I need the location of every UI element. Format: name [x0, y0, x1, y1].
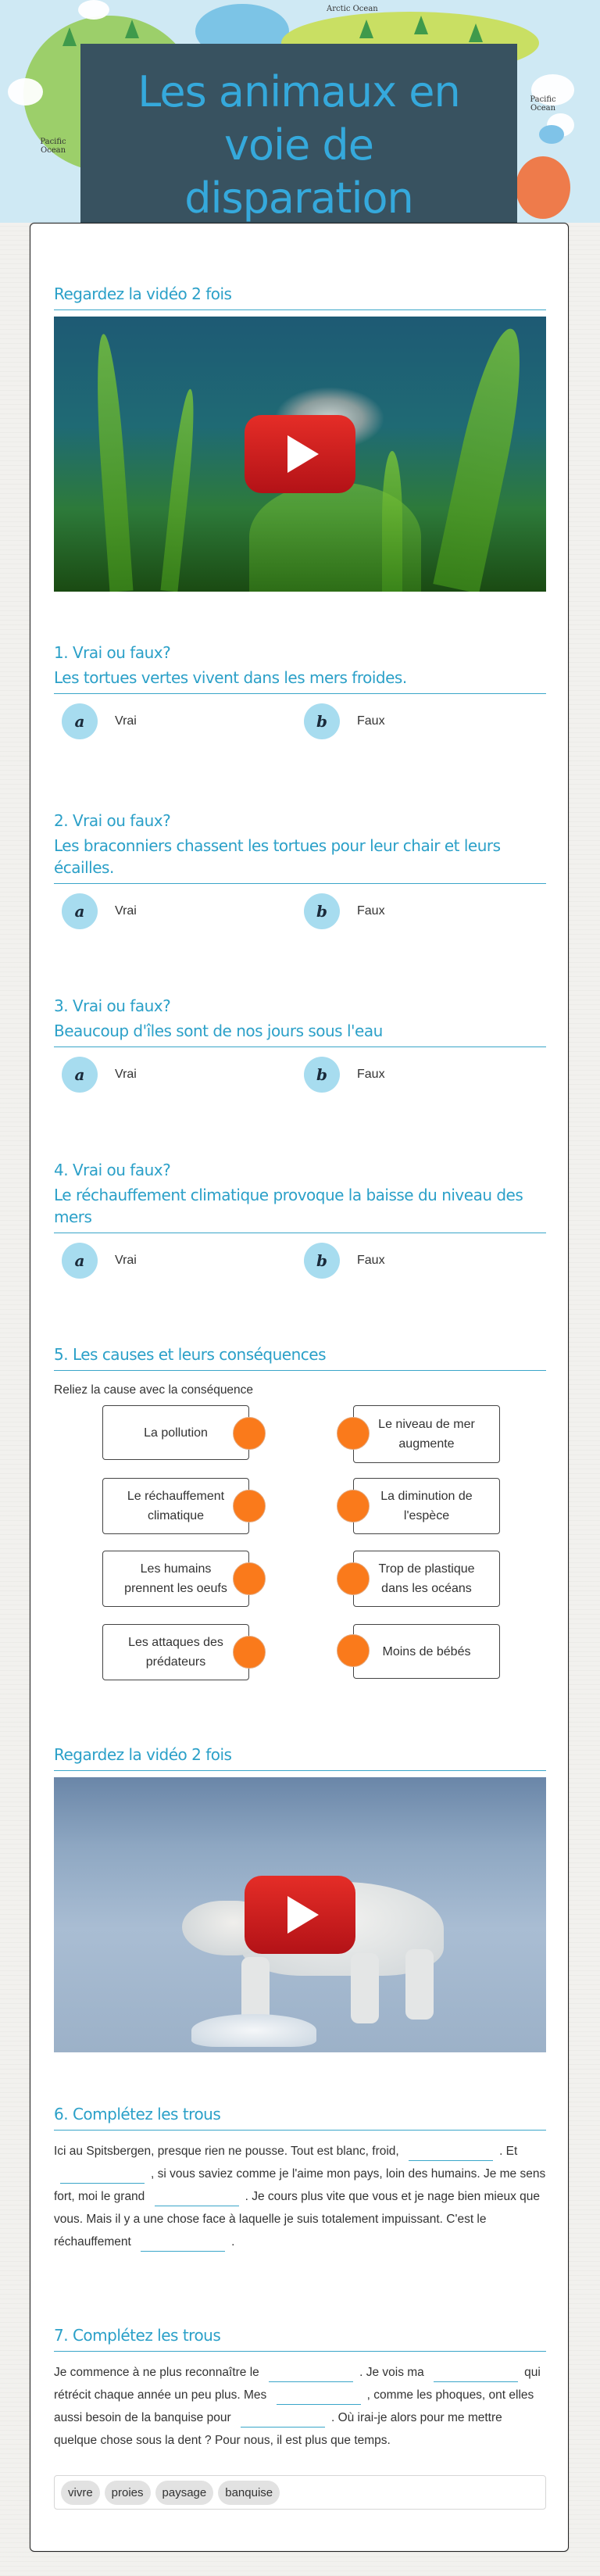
map-australia	[516, 156, 570, 219]
connector-dot[interactable]	[233, 1636, 266, 1669]
question-title: 6. Complétez les trous	[54, 2105, 221, 2123]
consequence-box[interactable]: La diminution de l'espèce	[353, 1478, 500, 1534]
question-statement: Beaucoup d'îles sont de nos jours sous l'eau	[54, 1021, 383, 1040]
ocean-label-pacific-right: Pacific Ocean	[530, 95, 556, 113]
question-1	[54, 642, 546, 739]
page-title: Les animaux en voie de disparation	[138, 67, 460, 223]
fill-in-paragraph	[54, 2140, 546, 2253]
question-5-matching	[54, 1343, 546, 1687]
question-4	[54, 1159, 546, 1279]
consequence-box[interactable]: Moins de bébés	[353, 1624, 500, 1679]
question-title: 3. Vrai ou faux?	[54, 996, 171, 1015]
youtube-play-icon[interactable]	[245, 1876, 355, 1954]
text-segment: . Je cours plus vite que vous et je nage bien mieux que vous. Mais il y a une chose face à laquelle je suis totalement impuissant. C'est le réchauffement	[54, 2190, 541, 2249]
text-segment: Ici au Spitsbergen, presque rien ne pousse. Tout est blanc, froid,	[54, 2145, 399, 2158]
video-player-turtle[interactable]	[54, 317, 546, 592]
connector-dot[interactable]	[337, 1417, 370, 1450]
video-section-1	[54, 283, 546, 592]
connector-dot[interactable]	[233, 1417, 266, 1450]
word-bank	[54, 2475, 546, 2510]
matching-grid	[54, 1405, 546, 1687]
word-chip[interactable]: banquise	[218, 2481, 280, 2505]
ocean-label-arctic: Arctic Ocean	[327, 5, 378, 13]
seagrass	[249, 482, 421, 592]
tree-icon	[469, 23, 483, 42]
option-badge-a: a	[62, 1243, 98, 1279]
option-label: Vrai	[115, 1254, 137, 1267]
tree-icon	[359, 20, 373, 38]
option-vrai[interactable]	[54, 703, 296, 739]
connector-dot[interactable]	[233, 1490, 266, 1522]
question-statement: Les braconniers chassent les tortues pour leur chair et leurs écailles.	[54, 836, 501, 877]
instruction-text: Reliez la cause avec la conséquence	[54, 1383, 254, 1397]
text-segment: , comme les phoques, ont elles aussi besoin de la banquise pour	[54, 2388, 534, 2424]
divider	[54, 2351, 546, 2352]
option-label: Faux	[357, 1254, 385, 1267]
fill-in-paragraph	[54, 2361, 546, 2452]
option-badge-a: a	[62, 1057, 98, 1093]
connector-dot[interactable]	[337, 1490, 370, 1522]
question-title: 2. Vrai ou faux?	[54, 811, 171, 830]
tree-icon	[62, 27, 77, 46]
cause-box[interactable]: La pollution	[102, 1405, 249, 1460]
option-label: Faux	[357, 1068, 385, 1081]
cause-box[interactable]: Les attaques des prédateurs	[102, 1624, 249, 1680]
text-segment: .	[231, 2235, 235, 2249]
question-statement: Les tortues vertes vivent dans les mers froides.	[54, 668, 407, 687]
question-title: 5. Les causes et leurs conséquences	[54, 1345, 326, 1364]
option-label: Faux	[357, 904, 385, 918]
tree-icon	[125, 20, 139, 38]
option-badge-a: a	[62, 703, 98, 739]
cause-box[interactable]: Le réchauffement climatique	[102, 1478, 249, 1534]
option-badge-b: b	[304, 1057, 340, 1093]
blank-input[interactable]	[60, 2168, 145, 2184]
text-segment: , si vous saviez comme je l'aime mon pays, loin des humains. Je me sens fort, moi le grand	[54, 2167, 546, 2203]
video-heading: Regardez la vidéo 2 fois	[54, 1745, 232, 1764]
word-chip[interactable]: paysage	[155, 2481, 214, 2505]
octopus-icon	[539, 125, 564, 144]
option-badge-b: b	[304, 703, 340, 739]
seagrass	[433, 324, 534, 592]
answer-options	[54, 703, 546, 739]
question-7-fill-blanks	[54, 2324, 546, 2510]
question-3	[54, 995, 546, 1093]
connector-dot[interactable]	[337, 1634, 370, 1667]
option-badge-a: a	[62, 893, 98, 929]
question-6-fill-blanks	[54, 2103, 546, 2253]
seagrass	[92, 333, 134, 592]
option-label: Faux	[357, 714, 385, 728]
blank-input[interactable]	[141, 2236, 225, 2252]
cause-box[interactable]: Les humains prennent les oeufs	[102, 1551, 249, 1607]
bear-leg	[405, 1949, 434, 2020]
text-segment: qui rétrécit chaque année un peu plus. Mes	[54, 2366, 541, 2402]
worksheet-card	[30, 223, 569, 2552]
video-player-polar-bear[interactable]	[54, 1777, 546, 2052]
youtube-play-icon[interactable]	[245, 415, 355, 493]
divider	[54, 1046, 546, 1047]
blank-input[interactable]	[277, 2389, 361, 2405]
divider	[54, 1770, 546, 1771]
seagrass	[160, 388, 198, 592]
cloud-icon	[78, 0, 109, 20]
ocean-label-pacific-left: Pacific Ocean	[40, 138, 66, 155]
cloud-icon	[8, 78, 43, 106]
option-badge-b: b	[304, 893, 340, 929]
question-title: 7. Complétez les trous	[54, 2326, 221, 2345]
option-vrai[interactable]	[54, 1057, 296, 1093]
connector-dot[interactable]	[337, 1562, 370, 1595]
consequence-box[interactable]: Le niveau de mer augmente	[353, 1405, 500, 1463]
option-faux[interactable]	[296, 1057, 538, 1093]
blank-input[interactable]	[269, 2367, 353, 2382]
consequence-box[interactable]: Trop de plastique dans les océans	[353, 1551, 500, 1607]
text-segment: Je commence à ne plus reconnaître le	[54, 2366, 259, 2379]
option-faux[interactable]	[296, 703, 538, 739]
divider	[54, 883, 546, 884]
answer-options	[54, 1243, 546, 1279]
question-title: 4. Vrai ou faux?	[54, 1161, 171, 1179]
question-title: 1. Vrai ou faux?	[54, 643, 171, 662]
word-chip[interactable]: vivre	[61, 2481, 100, 2505]
bear-leg	[351, 1953, 379, 2023]
answer-options	[54, 893, 546, 929]
divider	[54, 2130, 546, 2131]
divider	[54, 309, 546, 310]
question-2	[54, 810, 546, 929]
option-vrai[interactable]	[54, 893, 296, 929]
option-vrai[interactable]	[54, 1243, 296, 1279]
option-faux[interactable]	[296, 893, 538, 929]
option-label: Vrai	[115, 1068, 137, 1081]
option-faux[interactable]	[296, 1243, 538, 1279]
video-heading: Regardez la vidéo 2 fois	[54, 284, 232, 303]
blank-input[interactable]	[241, 2412, 325, 2428]
option-badge-b: b	[304, 1243, 340, 1279]
divider	[54, 1370, 546, 1371]
blank-input[interactable]	[409, 2145, 493, 2161]
tree-icon	[414, 16, 428, 34]
text-segment: . Et	[499, 2145, 518, 2158]
option-label: Vrai	[115, 904, 137, 918]
divider	[54, 693, 546, 694]
connector-dot[interactable]	[233, 1562, 266, 1595]
question-statement: Le réchauffement climatique provoque la baisse du niveau des mers	[54, 1186, 523, 1226]
video-section-2	[54, 1744, 546, 2052]
text-segment: . Où irai-je alors pour me mettre quelque chose sous la dent ? Pour nous, il est plus que temps.	[54, 2411, 502, 2447]
seal	[191, 2014, 316, 2047]
word-chip[interactable]: proies	[105, 2481, 151, 2505]
option-label: Vrai	[115, 714, 137, 728]
text-segment: . Je vois ma	[359, 2366, 424, 2379]
answer-options	[54, 1057, 546, 1093]
blank-input[interactable]	[434, 2367, 518, 2382]
title-banner	[80, 44, 517, 224]
blank-input[interactable]	[155, 2191, 239, 2206]
